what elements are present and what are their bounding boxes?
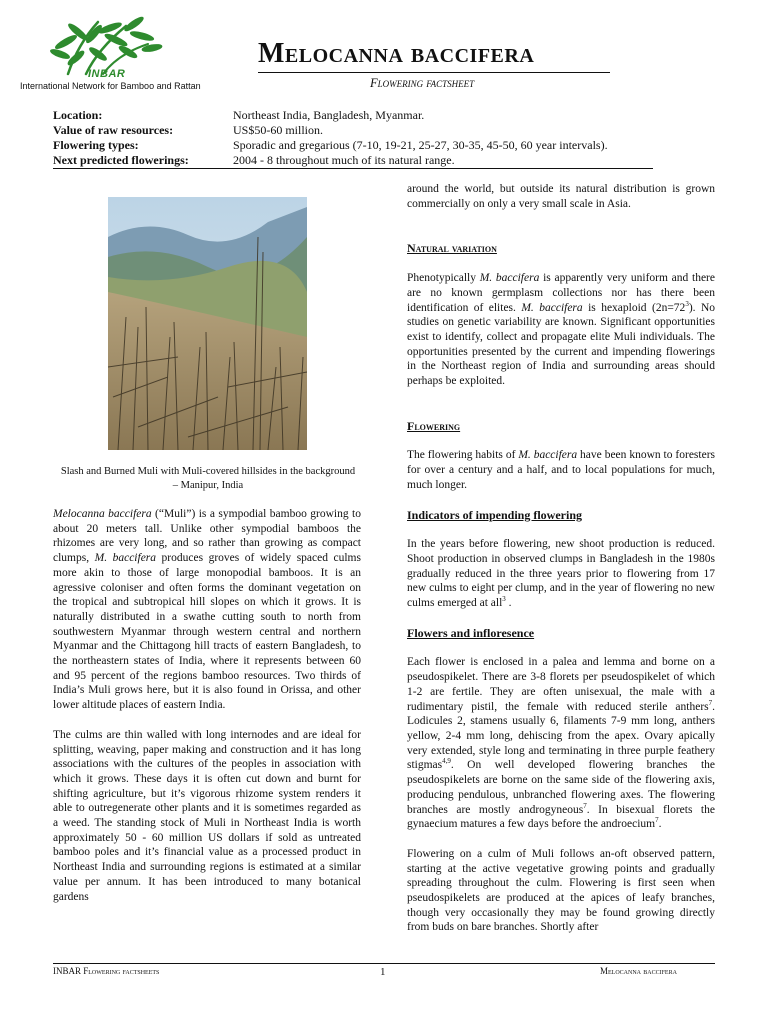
logo-organization-name: International Network for Bamboo and Rattan: [20, 81, 201, 91]
footer-rule: [53, 963, 715, 964]
reference-marker: 3: [502, 595, 506, 604]
page-number: 1: [380, 966, 386, 978]
continued-paragraph: around the world, but outside its natural distribution is grown commercially on only a very small scale in Asia.: [407, 183, 715, 210]
text-run: is hexaploid (2n=72: [582, 301, 686, 314]
info-label: Value of raw resources:: [53, 123, 174, 137]
reference-marker: 7: [583, 801, 587, 810]
footer-species-title: Melocanna baccifera: [600, 966, 677, 976]
info-row-location: [53, 108, 653, 123]
species-name: M. baccifera: [518, 449, 578, 462]
info-label: Next predicted flowerings:: [53, 153, 189, 167]
text-run: The flowering habits of: [407, 449, 519, 462]
info-row-value: [53, 123, 653, 138]
flowers-paragraph: [407, 655, 715, 831]
reference-marker: 7: [655, 816, 659, 825]
section-heading-natural-variation: Natural variation: [407, 241, 497, 256]
culms-paragraph: The culms are thin walled with long internodes and are ideal for splitting, weaving, paper making and construction and it has long associations with the cultures of the peoples in association with which it grows. These days it is often cut down and burnt for shifting agriculture, but it’s vigorous rhizome system renders it able to outregenerate other plants and it is sometimes regarded as a weed. The standing stock of Muli in Northeast India is worth approximately 50 - 60 million US dollars if sold as untreated bamboo poles and it’s financial value as a processed product in Northeast India and surrounding regions is estimated at a similar value per annum. It has been introduced to many botanical gardens: [53, 728, 361, 903]
inbar-logo-bamboo-icon: [48, 14, 164, 76]
text-run: .: [505, 597, 512, 610]
info-value: US$50-60 million.: [233, 123, 324, 137]
info-label: Location:: [53, 108, 103, 122]
document-title: Melocanna baccifera: [258, 38, 535, 69]
figure-caption: Slash and Burned Muli with Muli-covered hillsides in the background – Manipur, India: [60, 466, 356, 491]
indicators-paragraph: [407, 537, 715, 611]
text-run: Each flower is enclosed in a palea and lemma and borne on a pseudospikelet. There are 3-8 florets per pseudospikelet of which 1-2 are fertile. They are often unisexual, the male with a rudimentary pistil, the female with reduced sterile anthers: [407, 656, 715, 713]
document-subtitle: Flowering factsheet: [370, 76, 475, 90]
text-run: In the years before flowering, new shoot production is reduced. Shoot production in observed clumps in Bangladesh in the 1980s gradually reduced in the three years prior to flowering from 17 new culms to eight per clump, and in the year of flowering no new culms emerged at all: [407, 538, 715, 610]
info-value: 2004 - 8 throughout much of its natural range.: [233, 153, 455, 167]
info-row-flowering-types: [53, 138, 653, 153]
intro-paragraph: [53, 507, 361, 713]
info-value: Sporadic and gregarious (7-10, 19-21, 25-27, 30-35, 45-50, 60 year intervals).: [233, 138, 608, 152]
reference-marker: 7: [708, 698, 713, 707]
text-run: Phenotypically: [407, 272, 480, 285]
text-run: .: [658, 818, 662, 831]
species-name: M. baccifera: [521, 301, 583, 314]
text-run: produces groves of widely spaced culms more akin to those of large monopodial bamboos. It is an agressive coloniser and often forms the dominant vegetation on the tropical and subtropical hill slopes on which it grows. It is naturally distributed in a swathe cutting south to north from southwestern Myanmar through western central and northern Myanmar and the Chittagong hill tracts of eastern Bangladesh, to the northeastern states of India, where it represents between 60 and 95 percent of the regions bamboo resources. Two thirds of India’s Muli grows here, but it is also found in Orissa, and other lower altitude places of eastern India.: [53, 552, 361, 712]
info-value: Northeast India, Bangladesh, Myanmar.: [233, 108, 425, 122]
footer-series-title: INBAR Flowering factsheets: [53, 966, 160, 976]
text-run: . On well developed flowering branches the pseudospikelets are borne on the same side of the flowering axis, producing pendulous, unbranched flowering axes. The flowering branches are mostly androgyneous: [407, 759, 715, 816]
info-label: Flowering types:: [53, 138, 139, 152]
text-run: is apparently very uniform and there are no known germplasm collections nor has there been identification of elites.: [407, 272, 715, 314]
hillside-photo: [108, 197, 307, 450]
info-row-next-flowering: [53, 153, 653, 169]
text-run: (“Muli”) is a sympodial bamboo growing to about 20 meters tall. Unlike other sympodial bamboos the rhizomes are very long, and so rather than growing as compact clumps,: [53, 508, 361, 565]
reference-marker: 3: [685, 299, 689, 308]
title-underline: [258, 72, 610, 73]
flowering-pattern-paragraph: Flowering on a culm of Muli follows an-oft observed pattern, starting at the active vegetative growing points and gradually spreading throughout the culm. Flowering is first seen when pseudospikelets are produced at the apices of leafy branches, though very occasionally they may be found growing directly from buds on bare branches. Shortly after: [407, 847, 715, 934]
species-name: Melocanna baccifera: [53, 508, 152, 520]
summary-info-table: [53, 108, 653, 169]
subheading-indicators: Indicators of impending flowering: [407, 507, 583, 522]
flowering-paragraph: [407, 448, 715, 492]
text-run: . In bisexual florets the gynaecium matures a few days before the androecium: [407, 803, 715, 831]
left-column: [53, 507, 361, 919]
species-name: M. baccifera: [94, 552, 157, 565]
subheading-flowers: Flowers and infloresence: [407, 625, 535, 640]
reference-marker: 4,9: [442, 757, 451, 766]
logo-word: INBAR: [88, 68, 126, 80]
section-heading-flowering: Flowering: [407, 418, 461, 433]
text-run: . Lodicules 2, stamens usually 6, filaments 7-9 mm long, anthers yellow, 2-4 mm long, dehiscing from the apex. Ovary apically very extended, style long and terminating in three purple feathery stigmas: [407, 700, 715, 772]
right-column: [407, 182, 715, 950]
natural-variation-paragraph: [407, 271, 715, 389]
species-name: M. baccifera: [479, 272, 540, 285]
text-run: have been known to foresters for over a century and a half, and to local populations for much, much longer.: [407, 449, 716, 491]
text-run: ). No studies on genetic variability are known. Significant opportunities exist to identify, collect and propagate elite Muli individuals. The opportunities presented by the current and impending flowerings in the Northeast region of India and surrounding areas should perhaps be exploited.: [407, 301, 716, 388]
